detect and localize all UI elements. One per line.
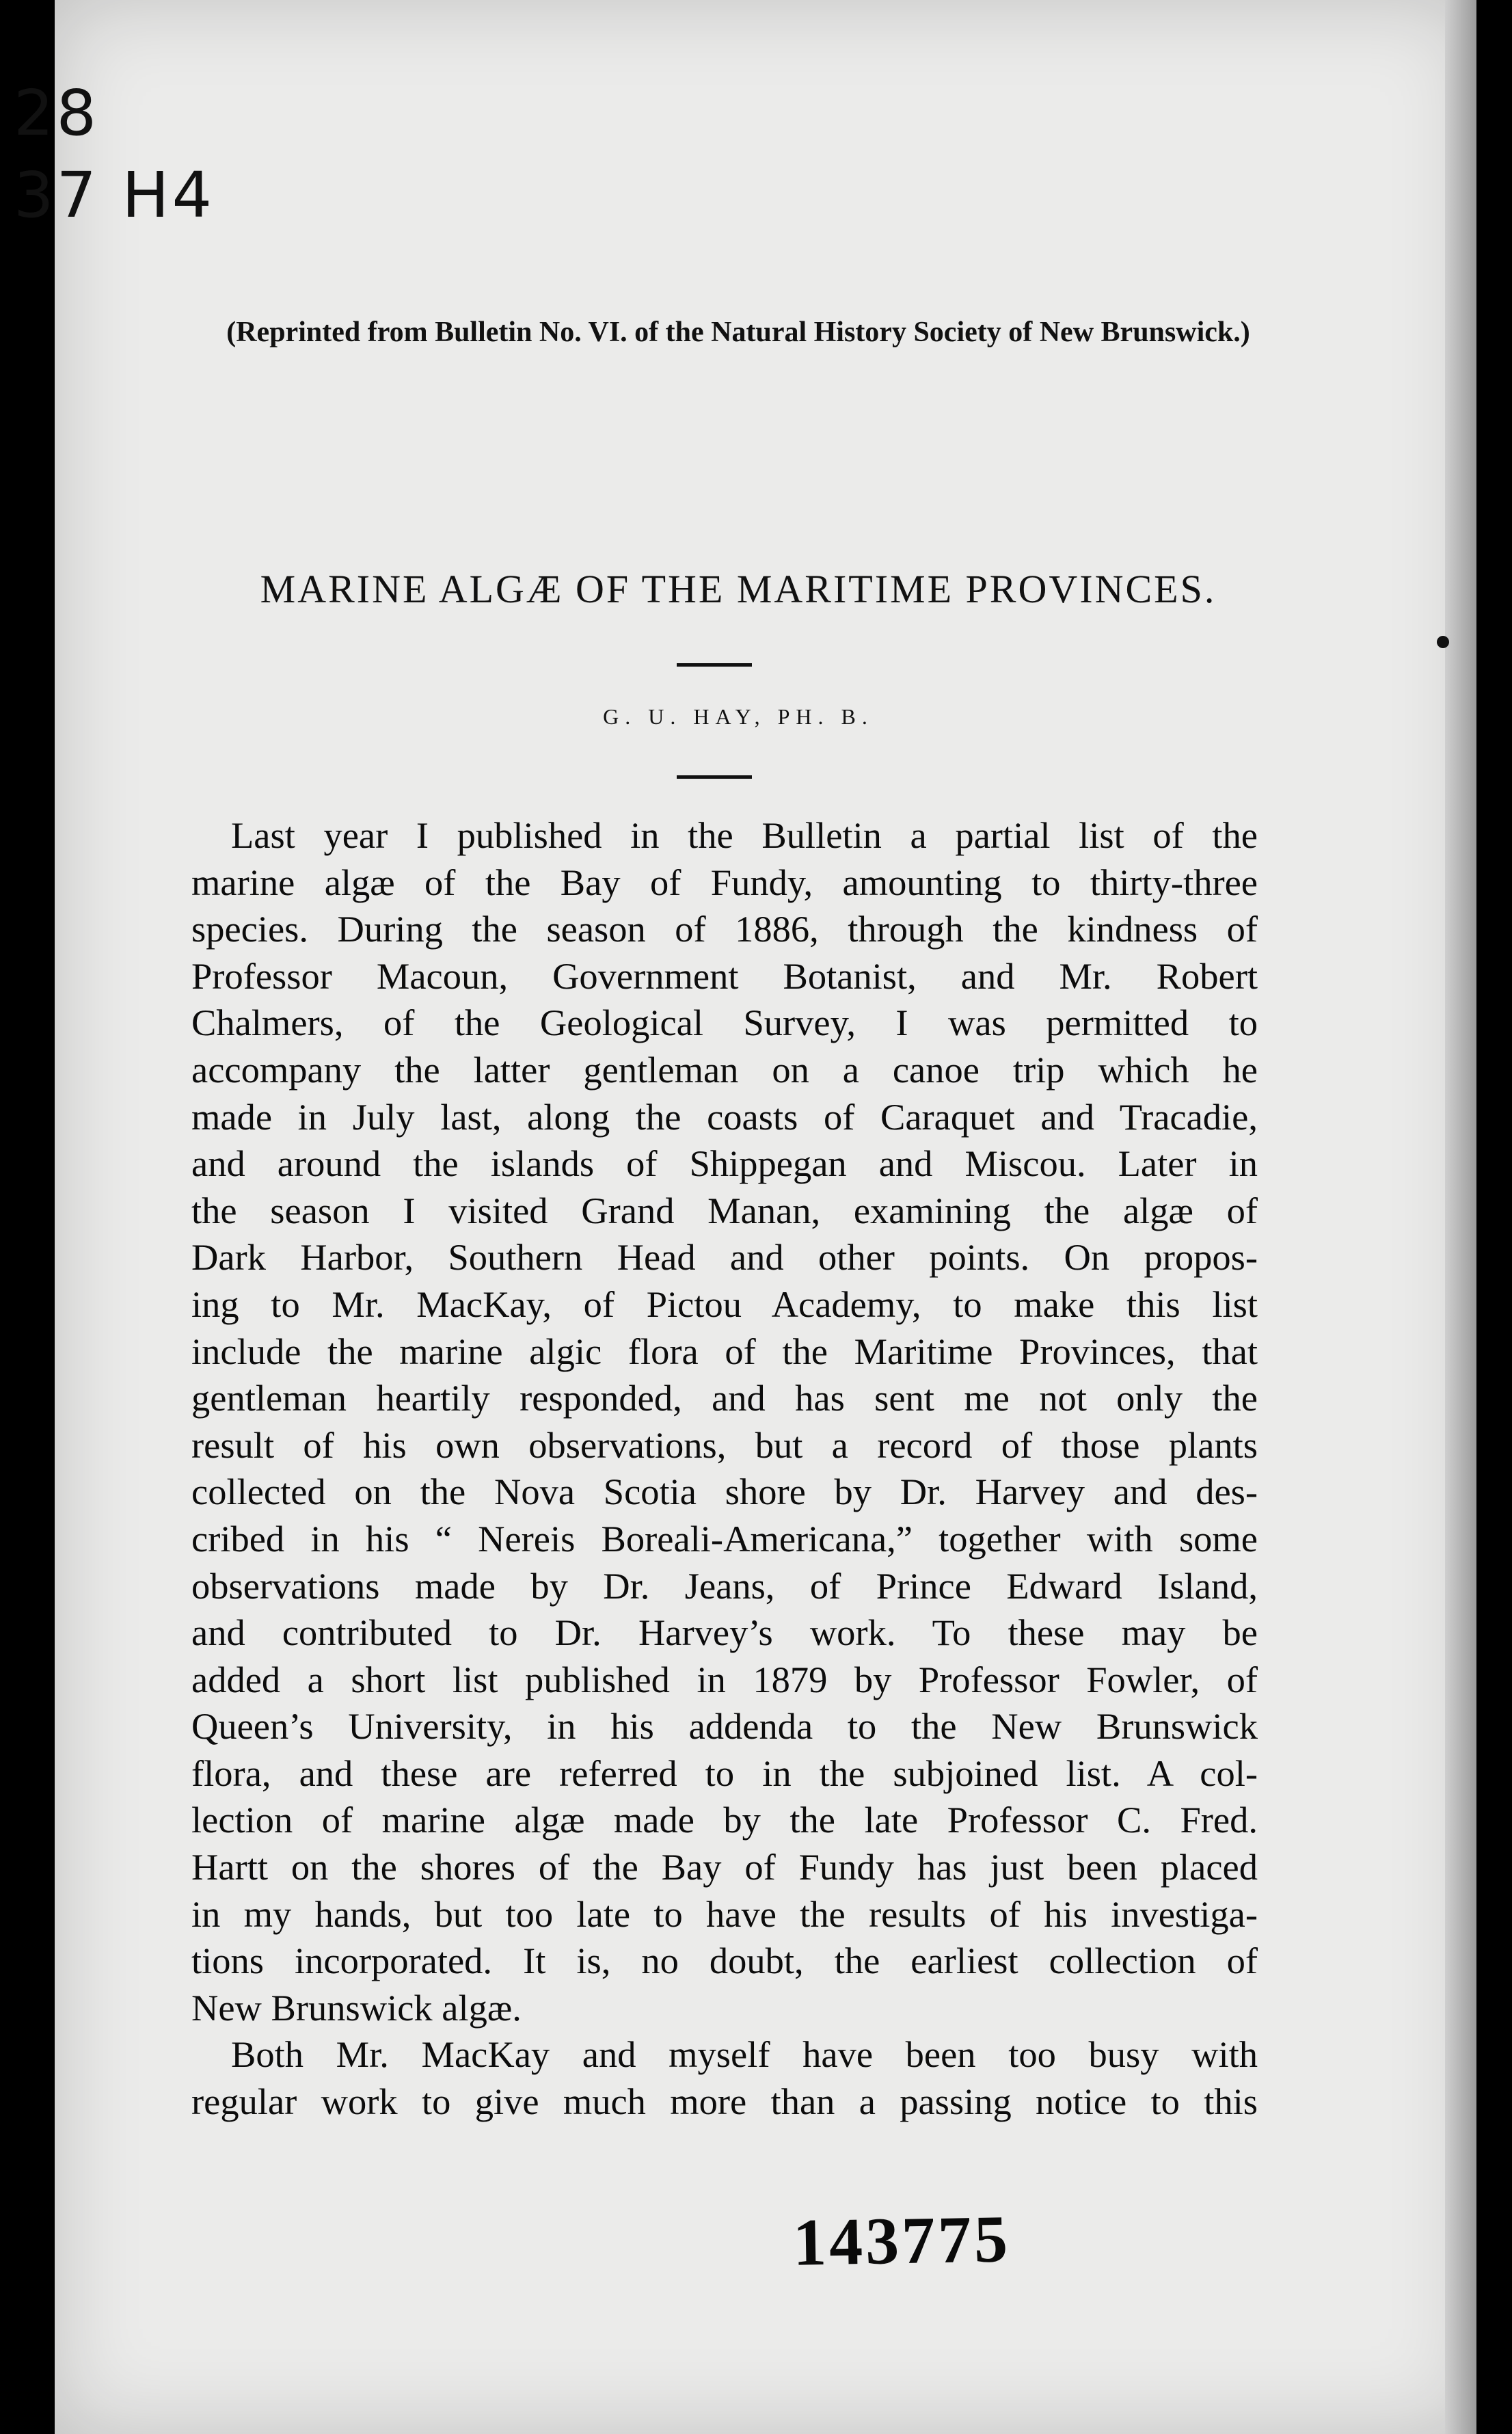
call-number-line-2: 37 H4 (14, 159, 215, 232)
body-text (191, 812, 1258, 2126)
accession-stamp: 143775 (792, 2202, 1011, 2280)
body-line: observations made by Dr. Jeans, of Prince Edward Island, (191, 1564, 1258, 1607)
body-line: lection of marine algæ made by the late Professor C. Fred. (191, 1799, 1258, 1841)
body-line: ing to Mr. MacKay, of Pictou Academy, to make this list (191, 1283, 1258, 1325)
body-line: species. During the season of 1886, through the kindness of (191, 908, 1258, 950)
body-line: result of his own observations, but a record of those plants (191, 1423, 1258, 1466)
body-line: the season I visited Grand Manan, examining the algæ of (191, 1189, 1258, 1231)
page-edge-shadow (1445, 0, 1476, 2434)
body-line: Both Mr. MacKay and myself have been too busy with (231, 2033, 1258, 2076)
body-line: and contributed to Dr. Harvey’s work. To these may be (191, 1611, 1258, 1654)
body-line: added a short list published in 1879 by Professor Fowler, of (191, 1658, 1258, 1700)
body-line: made in July last, along the coasts of Caraquet and Tracadie, (191, 1095, 1258, 1138)
body-line: marine algæ of the Bay of Fundy, amounting to thirty-three (191, 861, 1258, 903)
body-line: regular work to give much more than a passing notice to this (191, 2081, 1258, 2123)
body-line: Chalmers, of the Geological Survey, I was permitted to (191, 1002, 1258, 1044)
body-line: flora, and these are referred to in the subjoined list. A col- (191, 1752, 1258, 1794)
reprint-note: (Reprinted from Bulletin No. VI. of the Natural History Society of New Brunswick.) (226, 317, 1250, 348)
body-line: Hartt on the shores of the Bay of Fundy has just been placed (191, 1846, 1258, 1888)
ink-dot (1437, 636, 1449, 648)
article-title: MARINE ALGÆ OF THE MARITIME PROVINCES. (260, 567, 1217, 611)
body-line: Last year I published in the Bulletin a partial list of the (231, 814, 1258, 856)
call-number-line-1: 28 (14, 77, 100, 150)
body-line: and around the islands of Shippegan and Miscou. Later in (191, 1142, 1258, 1185)
body-line: tions incorporated. It is, no doubt, the earliest collection of (191, 1940, 1258, 1982)
body-line: accompany the latter gentleman on a canoe trip which he (191, 1048, 1258, 1091)
author-rule (677, 775, 752, 779)
body-line: gentleman heartily responded, and has sent me not only the (191, 1377, 1258, 1419)
body-line: Professor Macoun, Government Botanist, and Mr. Robert (191, 954, 1258, 997)
author-byline: G. U. HAY, PH. B. (603, 704, 874, 729)
title-rule (677, 663, 752, 667)
body-line: Dark Harbor, Southern Head and other points. On propos- (191, 1236, 1258, 1279)
body-line: in my hands, but too late to have the results of his investiga- (191, 1893, 1258, 1935)
body-line: cribed in his “ Nereis Boreali-Americana,” together with some (191, 1517, 1258, 1560)
body-line: Queen’s University, in his addenda to the New Brunswick (191, 1705, 1258, 1748)
body-line: collected on the Nova Scotia shore by Dr. Harvey and des- (191, 1471, 1258, 1513)
body-line: include the marine algic flora of the Maritime Provinces, that (191, 1330, 1258, 1372)
body-line: New Brunswick algæ. (191, 1986, 522, 2029)
